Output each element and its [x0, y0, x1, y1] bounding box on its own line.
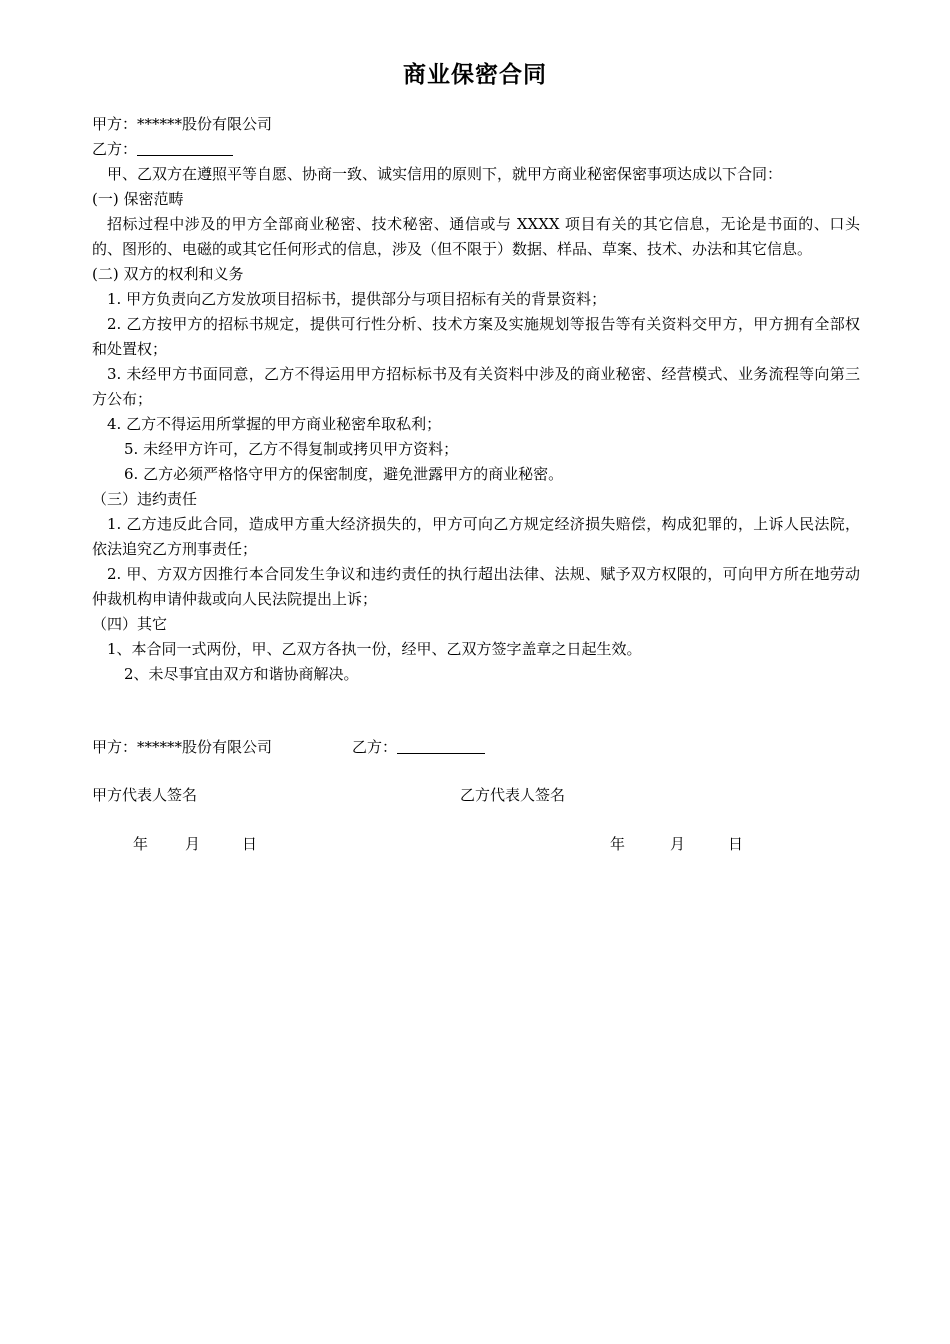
section-4-item-2: 2、未尽事宜由双方和谐协商解决。	[124, 665, 359, 683]
date-b-year: 年	[610, 835, 626, 853]
section-2-item-5: 5. 未经甲方许可，乙方不得复制或拷贝甲方资料；	[124, 440, 459, 458]
signature-party-b	[352, 735, 485, 760]
date-a-month: 月	[185, 835, 201, 853]
header-party-b	[92, 137, 860, 162]
signature-party-b-label: 乙方：	[352, 738, 398, 756]
section-2-item-2: 2. 乙方按甲方的招标书规定，提供可行性分析、技术方案及实施规划等报告等有关资料交甲方，甲方拥有全部权和处置权；	[92, 315, 860, 358]
date-a-day: 日	[242, 835, 258, 853]
section-3-item-1: 1. 乙方违反此合同，造成甲方重大经济损失的，甲方可向乙方规定经济损失赔偿，构成犯罪的，上诉人民法院，依法追究乙方刑事责任；	[92, 515, 860, 558]
date-a-year: 年	[133, 835, 149, 853]
section-2-heading: (二) 双方的权利和义务	[92, 265, 244, 283]
rep-a-signature-label: 甲方代表人签名	[92, 786, 198, 804]
section-1-heading: (一) 保密范畴	[92, 190, 184, 208]
signature-party-b-blank-line	[397, 738, 485, 754]
section-4-item-1: 1、本合同一式两份，甲、乙双方各执一份，经甲、乙双方签字盖章之日起生效。	[107, 640, 642, 658]
section-3-heading: （三）违约责任	[92, 490, 198, 508]
section-2-item-4: 4. 乙方不得运用所掌握的甲方商业秘密牟取私利；	[107, 415, 442, 433]
signature-party-a: 甲方：******股份有限公司	[92, 738, 273, 756]
section-3-item-2: 2. 甲、方双方因推行本合同发生争议和违约责任的执行超出法律、法规、赋予双方权限的，可向甲方所在地劳动仲裁机构申请仲裁或向人民法院提出上诉；	[92, 565, 860, 608]
date-b-day: 日	[728, 835, 744, 853]
header-party-b-label: 乙方：	[92, 140, 138, 158]
intro-paragraph: 甲、乙双方在遵照平等自愿、协商一致、诚实信用的原则下，就甲方商业秘密保密事项达成以下合同：	[107, 165, 783, 183]
rep-b-signature-label: 乙方代表人签名	[460, 786, 566, 804]
contract-body	[92, 112, 860, 687]
section-1-text: 招标过程中涉及的甲方全部商业秘密、技术秘密、通信或与 XXXX 项目有关的其它信息，无论是书面的、口头的、图形的、电磁的或其它任何形式的信息，涉及（但不限于）数据、样品、草案、技术、办法和其它信息。	[92, 215, 860, 258]
header-party-a: 甲方：******股份有限公司	[92, 115, 273, 133]
document-title: 商业保密合同	[403, 62, 547, 88]
section-2-item-3: 3. 未经甲方书面同意，乙方不得运用甲方招标标书及有关资料中涉及的商业秘密、经营模式、业务流程等向第三方公布；	[92, 365, 860, 408]
section-2-item-6: 6. 乙方必须严格恪守甲方的保密制度，避免泄露甲方的商业秘密。	[124, 465, 564, 483]
section-4-heading: （四）其它	[92, 615, 168, 633]
date-b-month: 月	[670, 835, 686, 853]
section-2-item-1: 1. 甲方负责向乙方发放项目招标书，提供部分与项目招标有关的背景资料；	[107, 290, 607, 308]
party-b-blank-line	[137, 140, 233, 156]
